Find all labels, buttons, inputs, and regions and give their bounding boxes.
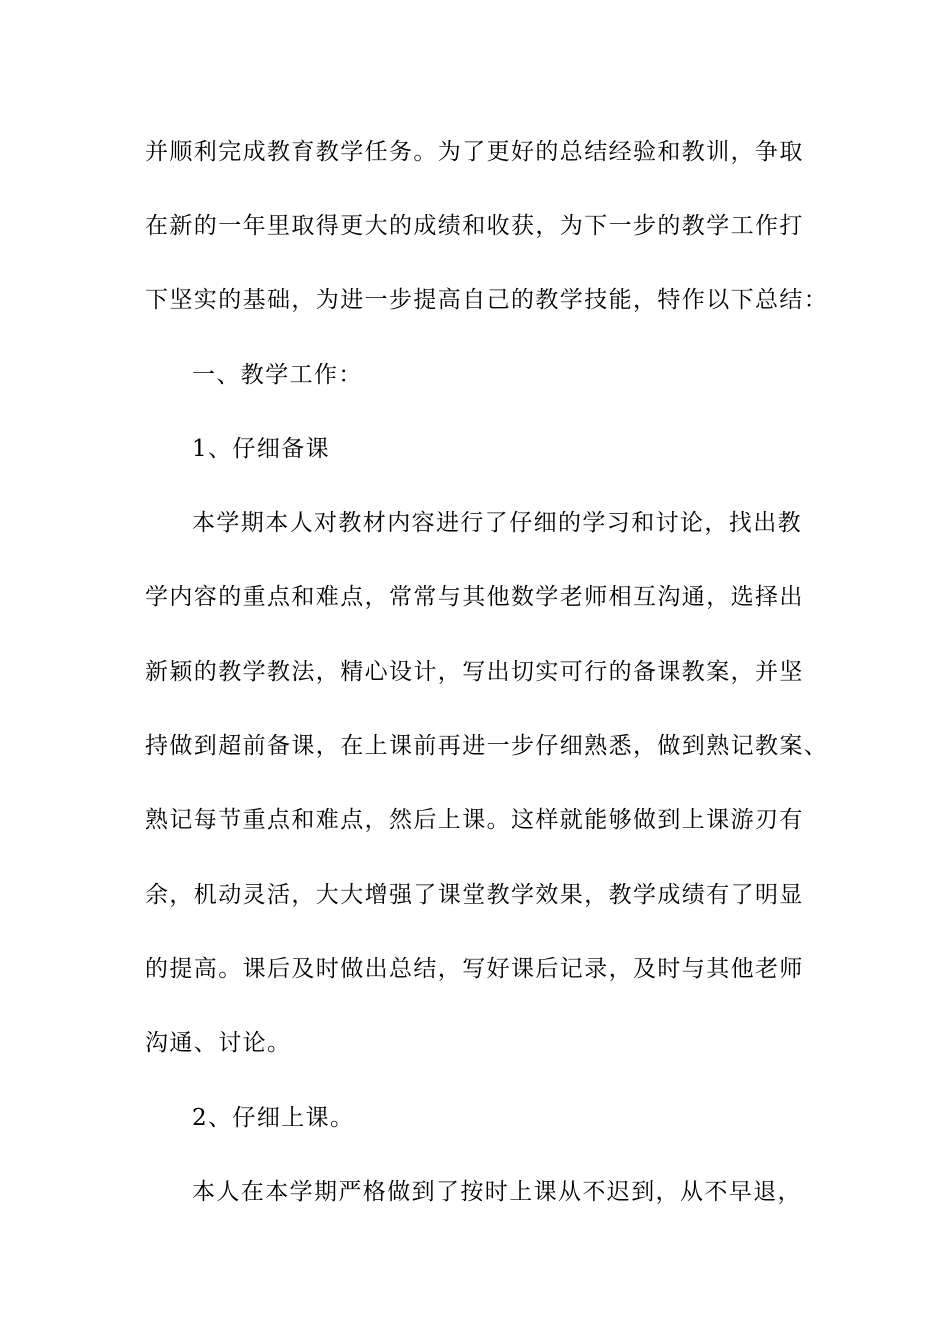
paragraph-line: 的提高。课后及时做出总结，写好课后记录，及时与其他老师	[145, 956, 804, 982]
paragraph-line: 余，机动灵活，大大增强了课堂教学效果，教学成绩有了明显	[145, 882, 804, 908]
paragraph-line: 并顺利完成教育教学任务。为了更好的总结经验和教训，争取	[145, 139, 804, 165]
paragraph-line: 下坚实的基础，为进一步提高自己的教学技能，特作以下总结：	[145, 287, 829, 313]
paragraph-line: 熟记每节重点和难点，然后上课。这样就能够做到上课游刃有	[145, 807, 804, 833]
paragraph-line: 学内容的重点和难点，常常与其他数学老师相互沟通，选择出	[145, 584, 804, 610]
paragraph-line: 本人在本学期严格做到了按时上课从不迟到，从不早退，	[192, 1179, 802, 1205]
subsection-heading: 2、仔细上课。	[192, 1105, 355, 1131]
paragraph-line: 在新的一年里取得更大的成绩和收获，为下一步的教学工作打	[145, 213, 804, 239]
paragraph-line: 沟通、讨论。	[145, 1030, 292, 1056]
paragraph-line: 持做到超前备课，在上课前再进一步仔细熟悉，做到熟记教案、	[145, 733, 829, 759]
subsection-heading: 1、仔细备课	[192, 436, 331, 462]
section-heading: 一、教学工作：	[192, 362, 363, 388]
paragraph-line: 新颖的教学教法，精心设计，写出切实可行的备课教案，并坚	[145, 659, 804, 685]
paragraph-line: 本学期本人对教材内容进行了仔细的学习和讨论，找出教	[192, 510, 802, 536]
